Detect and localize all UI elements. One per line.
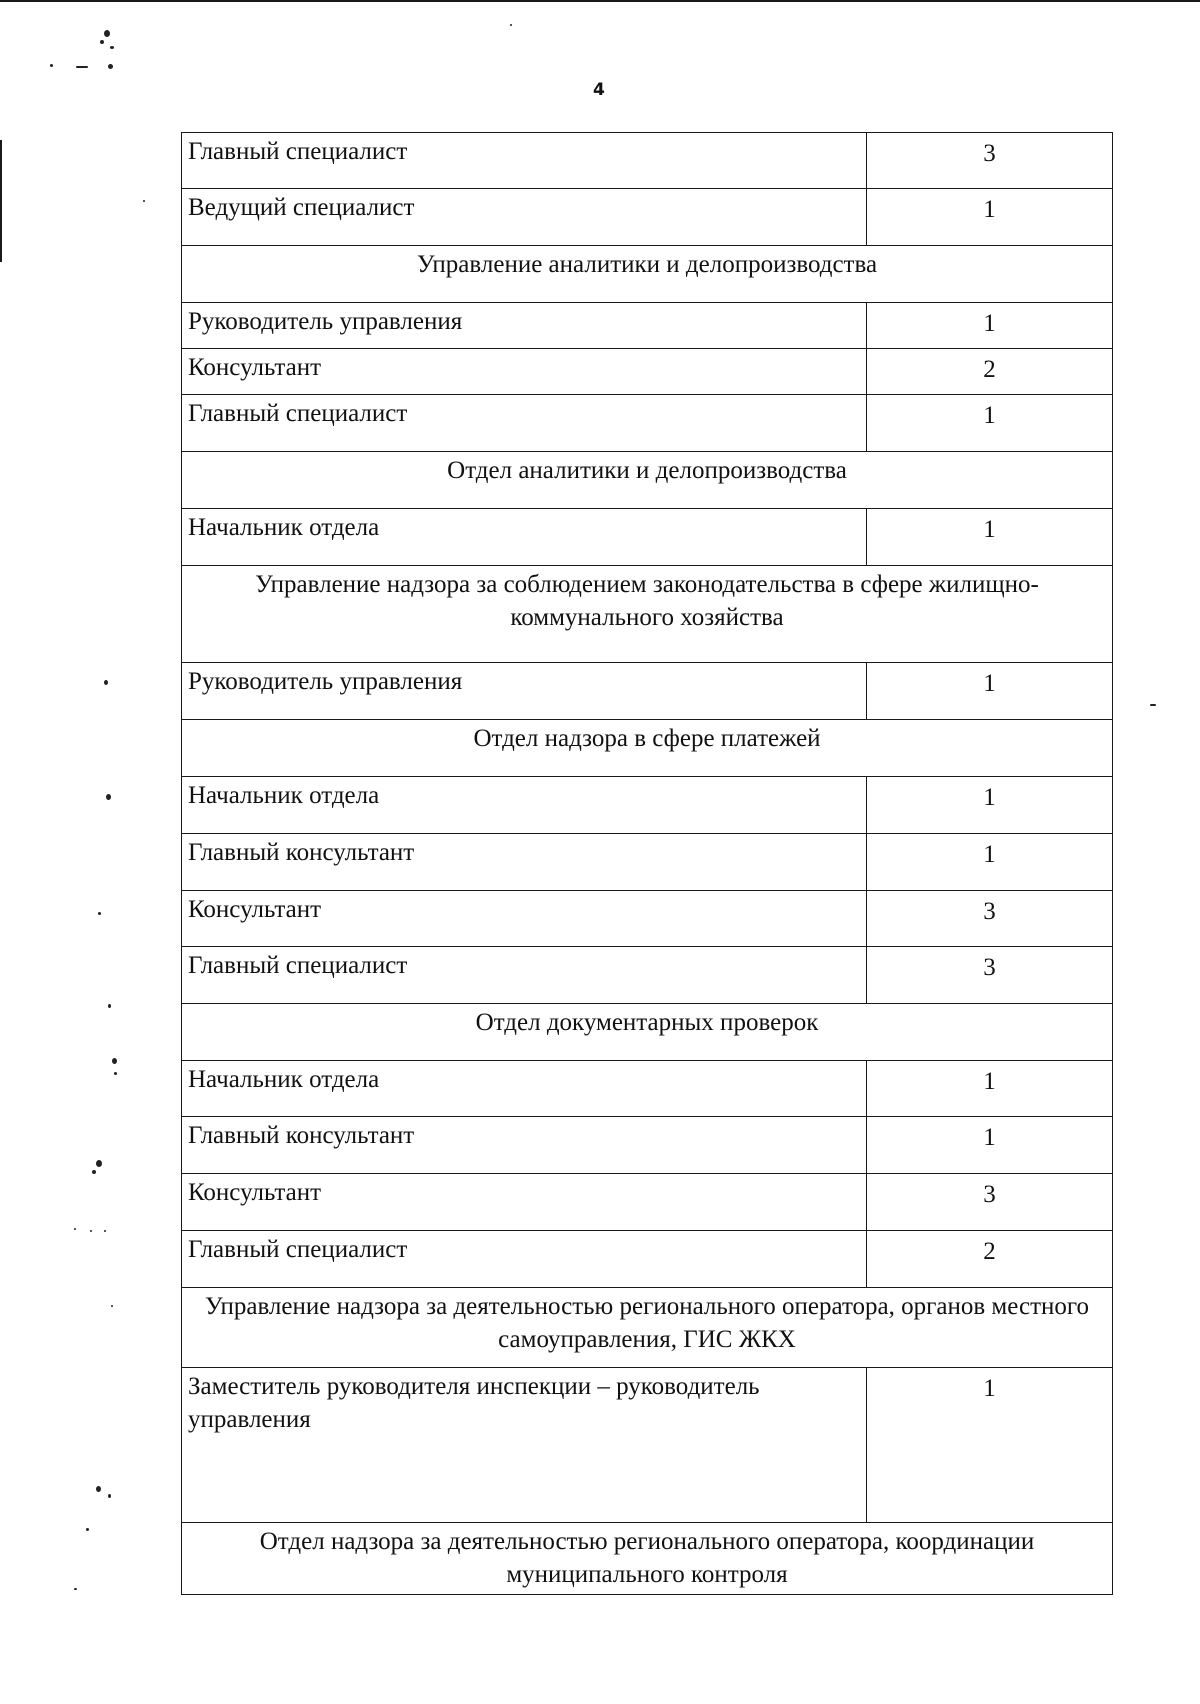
position-count: 1 — [867, 1368, 1113, 1523]
position-row — [182, 395, 1113, 452]
scan-left-edge-line — [0, 140, 2, 262]
position-title: Консультант — [182, 1174, 867, 1231]
position-title: Руководитель управления — [182, 663, 867, 720]
position-count: 3 — [867, 891, 1113, 947]
position-row — [182, 777, 1113, 834]
position-title: Начальник отдела — [182, 777, 867, 834]
position-row — [182, 303, 1113, 349]
position-count: 1 — [867, 777, 1113, 834]
position-title: Главный консультант — [182, 1117, 867, 1174]
position-title: Начальник отдела — [182, 509, 867, 566]
section-header-row — [182, 452, 1113, 509]
position-row — [182, 349, 1113, 395]
position-title: Ведущий специалист — [182, 189, 867, 246]
page-number: 4 — [593, 80, 605, 100]
position-count: 1 — [867, 1117, 1113, 1174]
position-title: Главный специалист — [182, 133, 867, 189]
section-title: Управление надзора за соблюдением законодательства в сфере жилищно-коммунального хозяйства — [182, 566, 1113, 663]
position-row — [182, 509, 1113, 566]
position-row — [182, 947, 1113, 1004]
position-count: 2 — [867, 349, 1113, 395]
section-header-row — [182, 1004, 1113, 1061]
section-title: Управление надзора за деятельностью регионального оператора, органов местного самоуправления, ГИС ЖКХ — [182, 1288, 1113, 1368]
staffing-table — [181, 132, 1113, 1595]
position-row — [182, 834, 1113, 891]
section-header-row — [182, 566, 1113, 663]
scan-top-edge-line — [0, 0, 1200, 2]
position-row — [182, 189, 1113, 246]
position-row — [182, 1117, 1113, 1174]
section-header-row — [182, 1288, 1113, 1368]
position-count: 1 — [867, 509, 1113, 566]
position-title: Главный консультант — [182, 834, 867, 891]
position-row — [182, 133, 1113, 189]
position-count: 3 — [867, 947, 1113, 1004]
position-row — [182, 891, 1113, 947]
section-header-row — [182, 246, 1113, 303]
position-count: 1 — [867, 189, 1113, 246]
position-count: 1 — [867, 303, 1113, 349]
section-title: Отдел аналитики и делопроизводства — [182, 452, 1113, 509]
position-count: 1 — [867, 663, 1113, 720]
position-count: 1 — [867, 1061, 1113, 1117]
position-row — [182, 1061, 1113, 1117]
position-count: 2 — [867, 1231, 1113, 1288]
position-title: Главный специалист — [182, 947, 867, 1004]
section-title: Отдел документарных проверок — [182, 1004, 1113, 1061]
position-count: 3 — [867, 1174, 1113, 1231]
section-header-row — [182, 1523, 1113, 1595]
position-title: Главный специалист — [182, 1231, 867, 1288]
position-title: Консультант — [182, 349, 867, 395]
position-row — [182, 663, 1113, 720]
position-row — [182, 1174, 1113, 1231]
position-row — [182, 1368, 1113, 1523]
position-row — [182, 1231, 1113, 1288]
position-count: 1 — [867, 395, 1113, 452]
section-title: Управление аналитики и делопроизводства — [182, 246, 1113, 303]
section-header-row — [182, 720, 1113, 777]
position-title: Главный специалист — [182, 395, 867, 452]
section-title: Отдел надзора в сфере платежей — [182, 720, 1113, 777]
section-title: Отдел надзора за деятельностью регионального оператора, координации муниципального контроля — [182, 1523, 1113, 1595]
position-title: Заместитель руководителя инспекции – руководитель управления — [182, 1368, 867, 1523]
position-count: 3 — [867, 133, 1113, 189]
position-title: Начальник отдела — [182, 1061, 867, 1117]
position-title: Консультант — [182, 891, 867, 947]
position-count: 1 — [867, 834, 1113, 891]
position-title: Руководитель управления — [182, 303, 867, 349]
